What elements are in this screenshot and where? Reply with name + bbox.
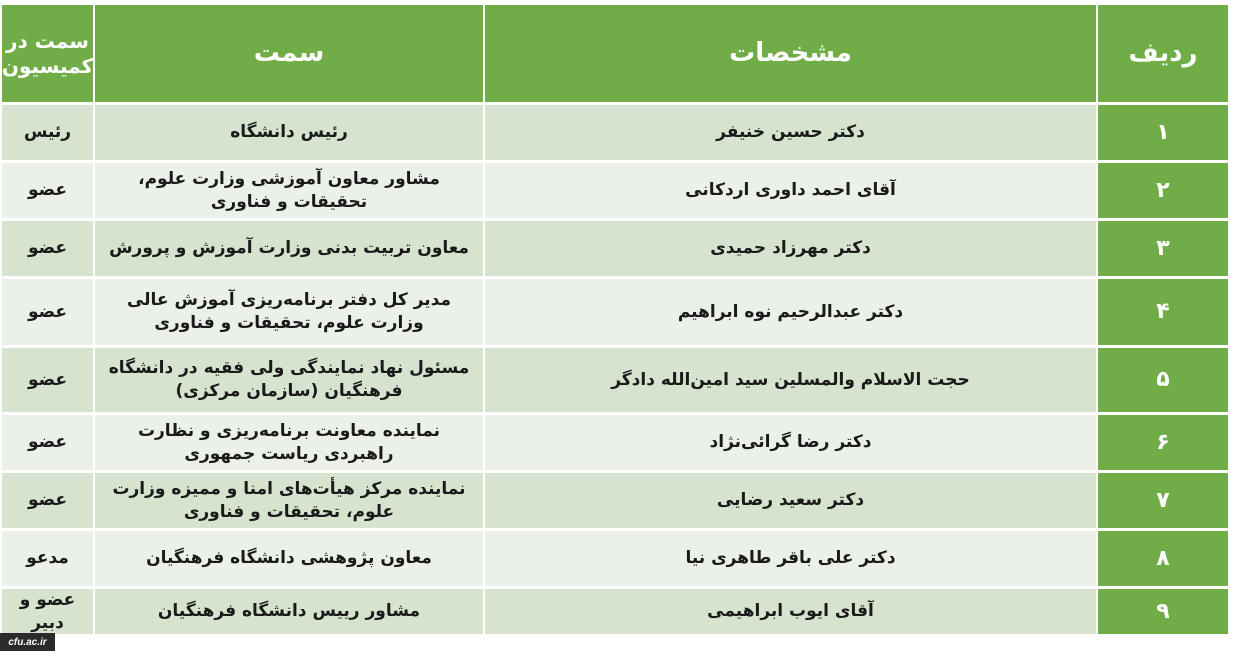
row-number: ۱ <box>1098 105 1228 160</box>
commission-table <box>2 5 1228 634</box>
role-cell: عضو و دبیر <box>2 589 93 634</box>
role-cell: عضو <box>2 415 93 470</box>
header-position: سمت <box>95 5 483 102</box>
row-number: ۹ <box>1098 589 1228 634</box>
role-cell: مدعو <box>2 531 93 586</box>
name-cell: دکتر رضا گرائی‌نژاد <box>485 415 1096 470</box>
name-cell: دکتر مهرزاد حمیدی <box>485 221 1096 276</box>
row-number: ۲ <box>1098 163 1228 218</box>
role-cell: عضو <box>2 473 93 528</box>
role-cell: عضو <box>2 279 93 345</box>
position-cell: نماینده معاونت برنامه‌ریزی و نظارت راهبردی ریاست جمهوری <box>95 415 483 470</box>
name-cell: دکتر عبدالرحیم نوه ابراهیم <box>485 279 1096 345</box>
header-row: ردیف <box>1098 5 1228 102</box>
row-number: ۳ <box>1098 221 1228 276</box>
position-cell: مشاور معاون آموزشی وزارت علوم، تحقیقات و فناوری <box>95 163 483 218</box>
role-cell: عضو <box>2 348 93 412</box>
row-number: ۸ <box>1098 531 1228 586</box>
name-cell: آقای ایوب ابراهیمی <box>485 589 1096 634</box>
row-number: ۴ <box>1098 279 1228 345</box>
role-cell: عضو <box>2 163 93 218</box>
position-cell: مسئول نهاد نمایندگی ولی فقیه در دانشگاه فرهنگیان (سازمان مرکزی) <box>95 348 483 412</box>
position-cell: نماینده مرکز هیأت‌های امنا و ممیزه وزارت علوم، تحقیقات و فناوری <box>95 473 483 528</box>
name-cell: آقای احمد داوری اردکانی <box>485 163 1096 218</box>
position-cell: مشاور رییس دانشگاه فرهنگیان <box>95 589 483 634</box>
row-number: ۵ <box>1098 348 1228 412</box>
position-cell: معاون تربیت بدنی وزارت آموزش و پرورش <box>95 221 483 276</box>
row-number: ۶ <box>1098 415 1228 470</box>
role-cell: عضو <box>2 221 93 276</box>
position-cell: رئیس دانشگاه <box>95 105 483 160</box>
name-cell: دکتر علی باقر طاهری نیا <box>485 531 1096 586</box>
name-cell: حجت الاسلام والمسلین سید امین‌الله دادگر <box>485 348 1096 412</box>
site-watermark-logo: cfu.ac.ir <box>0 633 55 651</box>
row-number: ۷ <box>1098 473 1228 528</box>
role-cell: رئیس <box>2 105 93 160</box>
position-cell: معاون پژوهشی دانشگاه فرهنگیان <box>95 531 483 586</box>
name-cell: دکتر حسین خنیفر <box>485 105 1096 160</box>
position-cell: مدیر کل دفتر برنامه‌ریزی آموزش عالی وزارت علوم، تحقیقات و فناوری <box>95 279 483 345</box>
header-name: مشخصات <box>485 5 1096 102</box>
name-cell: دکتر سعید رضایی <box>485 473 1096 528</box>
header-commission-role: سمت در کمیسیون <box>2 5 93 102</box>
